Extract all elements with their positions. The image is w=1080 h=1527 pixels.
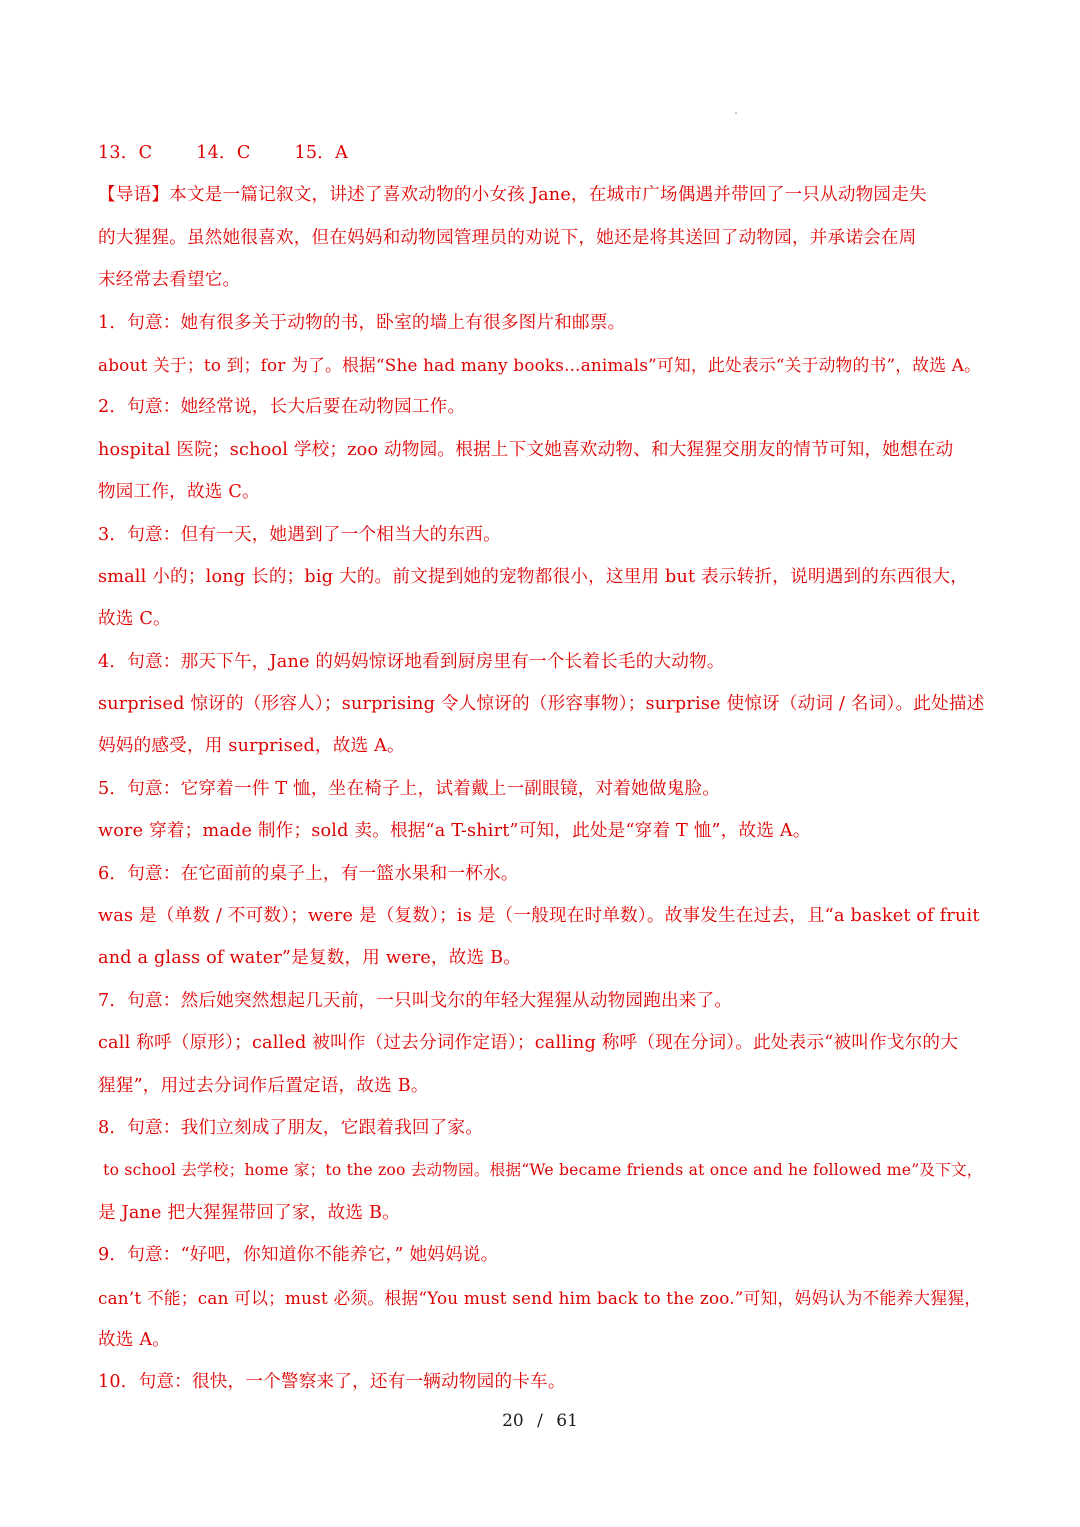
question-sentence: 5．句意：它穿着一件 T 恤，坐在椅子上，试着戴上一副眼镜，对着她做鬼脸。 [98, 778, 721, 799]
current-page: 20 [502, 1411, 524, 1431]
question-explanation: surprised 惊讶的（形容人）；surprising 令人惊讶的（形容事物）；surprise 使惊讶（动词 / 名词）。此处描述 [98, 694, 985, 715]
question-2 [98, 386, 984, 513]
question-explanation: and a glass of water”是复数，用 were，故选 B。 [98, 948, 522, 969]
page-number [0, 1411, 1080, 1431]
question-explanation: 妈妈的感受，用 surprised，故选 A。 [98, 736, 405, 757]
intro-line: 末经常去看望它。 [98, 270, 241, 291]
question-sentence: 7．句意：然后她突然想起几天前，一只叫戈尔的年轻大猩猩从动物园跑出来了。 [98, 990, 733, 1011]
question-explanation: 故选 A。 [98, 1329, 171, 1350]
question-1 [98, 302, 984, 387]
decorative-dot [735, 112, 737, 114]
question-explanation: can’t 不能；can 可以；must 必须。根据“You must send him back to the zoo.”可知，妈妈认为不能养大猩猩， [98, 1287, 982, 1308]
question-4 [98, 641, 984, 768]
page-content [98, 132, 984, 1404]
question-sentence: 4．句意：那天下午，Jane 的妈妈惊讶地看到厨房里有一个长着长毛的大动物。 [98, 651, 725, 672]
question-explanation: 物园工作，故选 C。 [98, 482, 260, 503]
question-explanation: 故选 C。 [98, 609, 171, 630]
intro-line: 【导语】本文是一篇记叙文，讲述了喜欢动物的小女孩 Jane，在城市广场偶遇并带回了一只从动物园走失 [98, 185, 927, 206]
question-explanation: hospital 医院；school 学校；zoo 动物园。根据上下文她喜欢动物、和大猩猩交朋友的情节可知，她想在动 [98, 439, 954, 460]
question-7 [98, 980, 984, 1107]
answer-13: 13．C [98, 143, 153, 163]
question-sentence: 8．句意：我们立刻成了朋友，它跟着我回了家。 [98, 1117, 484, 1138]
question-explanation: about 关于；to 到；for 为了。根据“She had many books...animals”可知，此处表示“关于动物的书”，故选 A。 [98, 354, 982, 375]
question-sentence: 3．句意：但有一天，她遇到了一个相当大的东西。 [98, 524, 501, 545]
question-sentence: 1．句意：她有很多关于动物的书，卧室的墙上有很多图片和邮票。 [98, 312, 626, 333]
question-6 [98, 853, 984, 980]
page-separator: / [537, 1411, 543, 1431]
question-explanation: small 小的；long 长的；big 大的。前文提到她的宠物都很小，这里用 but 表示转折，说明遇到的东西很大， [98, 566, 969, 587]
question-explanation: wore 穿着；made 制作；sold 卖。根据“a T-shirt”可知，此处是“穿着 T 恤”，故选 A。 [98, 821, 811, 842]
intro-line: 的大猩猩。虽然她很喜欢，但在妈妈和动物园管理员的劝说下，她还是将其送回了动物园，并承诺会在周 [98, 227, 917, 248]
question-10 [98, 1361, 984, 1403]
answer-key-row [98, 132, 984, 174]
answer-15: 15．A [294, 143, 348, 163]
question-sentence: 2．句意：她经常说，长大后要在动物园工作。 [98, 397, 466, 418]
question-5 [98, 768, 984, 853]
question-sentence: 9．句意：“好吧，你知道你不能养它，” 她妈妈说。 [98, 1245, 499, 1266]
intro-paragraph [98, 174, 984, 301]
question-8 [98, 1107, 984, 1234]
question-sentence: 6．句意：在它面前的桌子上，有一篮水果和一杯水。 [98, 863, 519, 884]
question-explanation: call 称呼（原形）；called 被叫作（过去分词作定语）；calling 称呼（现在分词）。此处表示“被叫作戈尔的大 [98, 1033, 959, 1054]
question-explanation: 猩猩”，用过去分词作后置定语，故选 B。 [98, 1075, 429, 1096]
answer-14: 14．C [196, 143, 251, 163]
question-explanation: to school 去学校；home 家；to the zoo 去动物园。根据“We became friends at once and he followed me”及下文， [98, 1161, 983, 1180]
question-sentence: 10．句意：很快，一个警察来了，还有一辆动物园的卡车。 [98, 1372, 566, 1393]
question-9 [98, 1234, 984, 1361]
total-pages: 61 [556, 1411, 578, 1431]
question-explanation: 是 Jane 把大猩猩带回了家，故选 B。 [98, 1202, 400, 1223]
question-3 [98, 514, 984, 641]
question-explanation: was 是（单数 / 不可数）；were 是（复数）；is 是（一般现在时单数）。故事发生在过去，且“a basket of fruit [98, 906, 980, 927]
